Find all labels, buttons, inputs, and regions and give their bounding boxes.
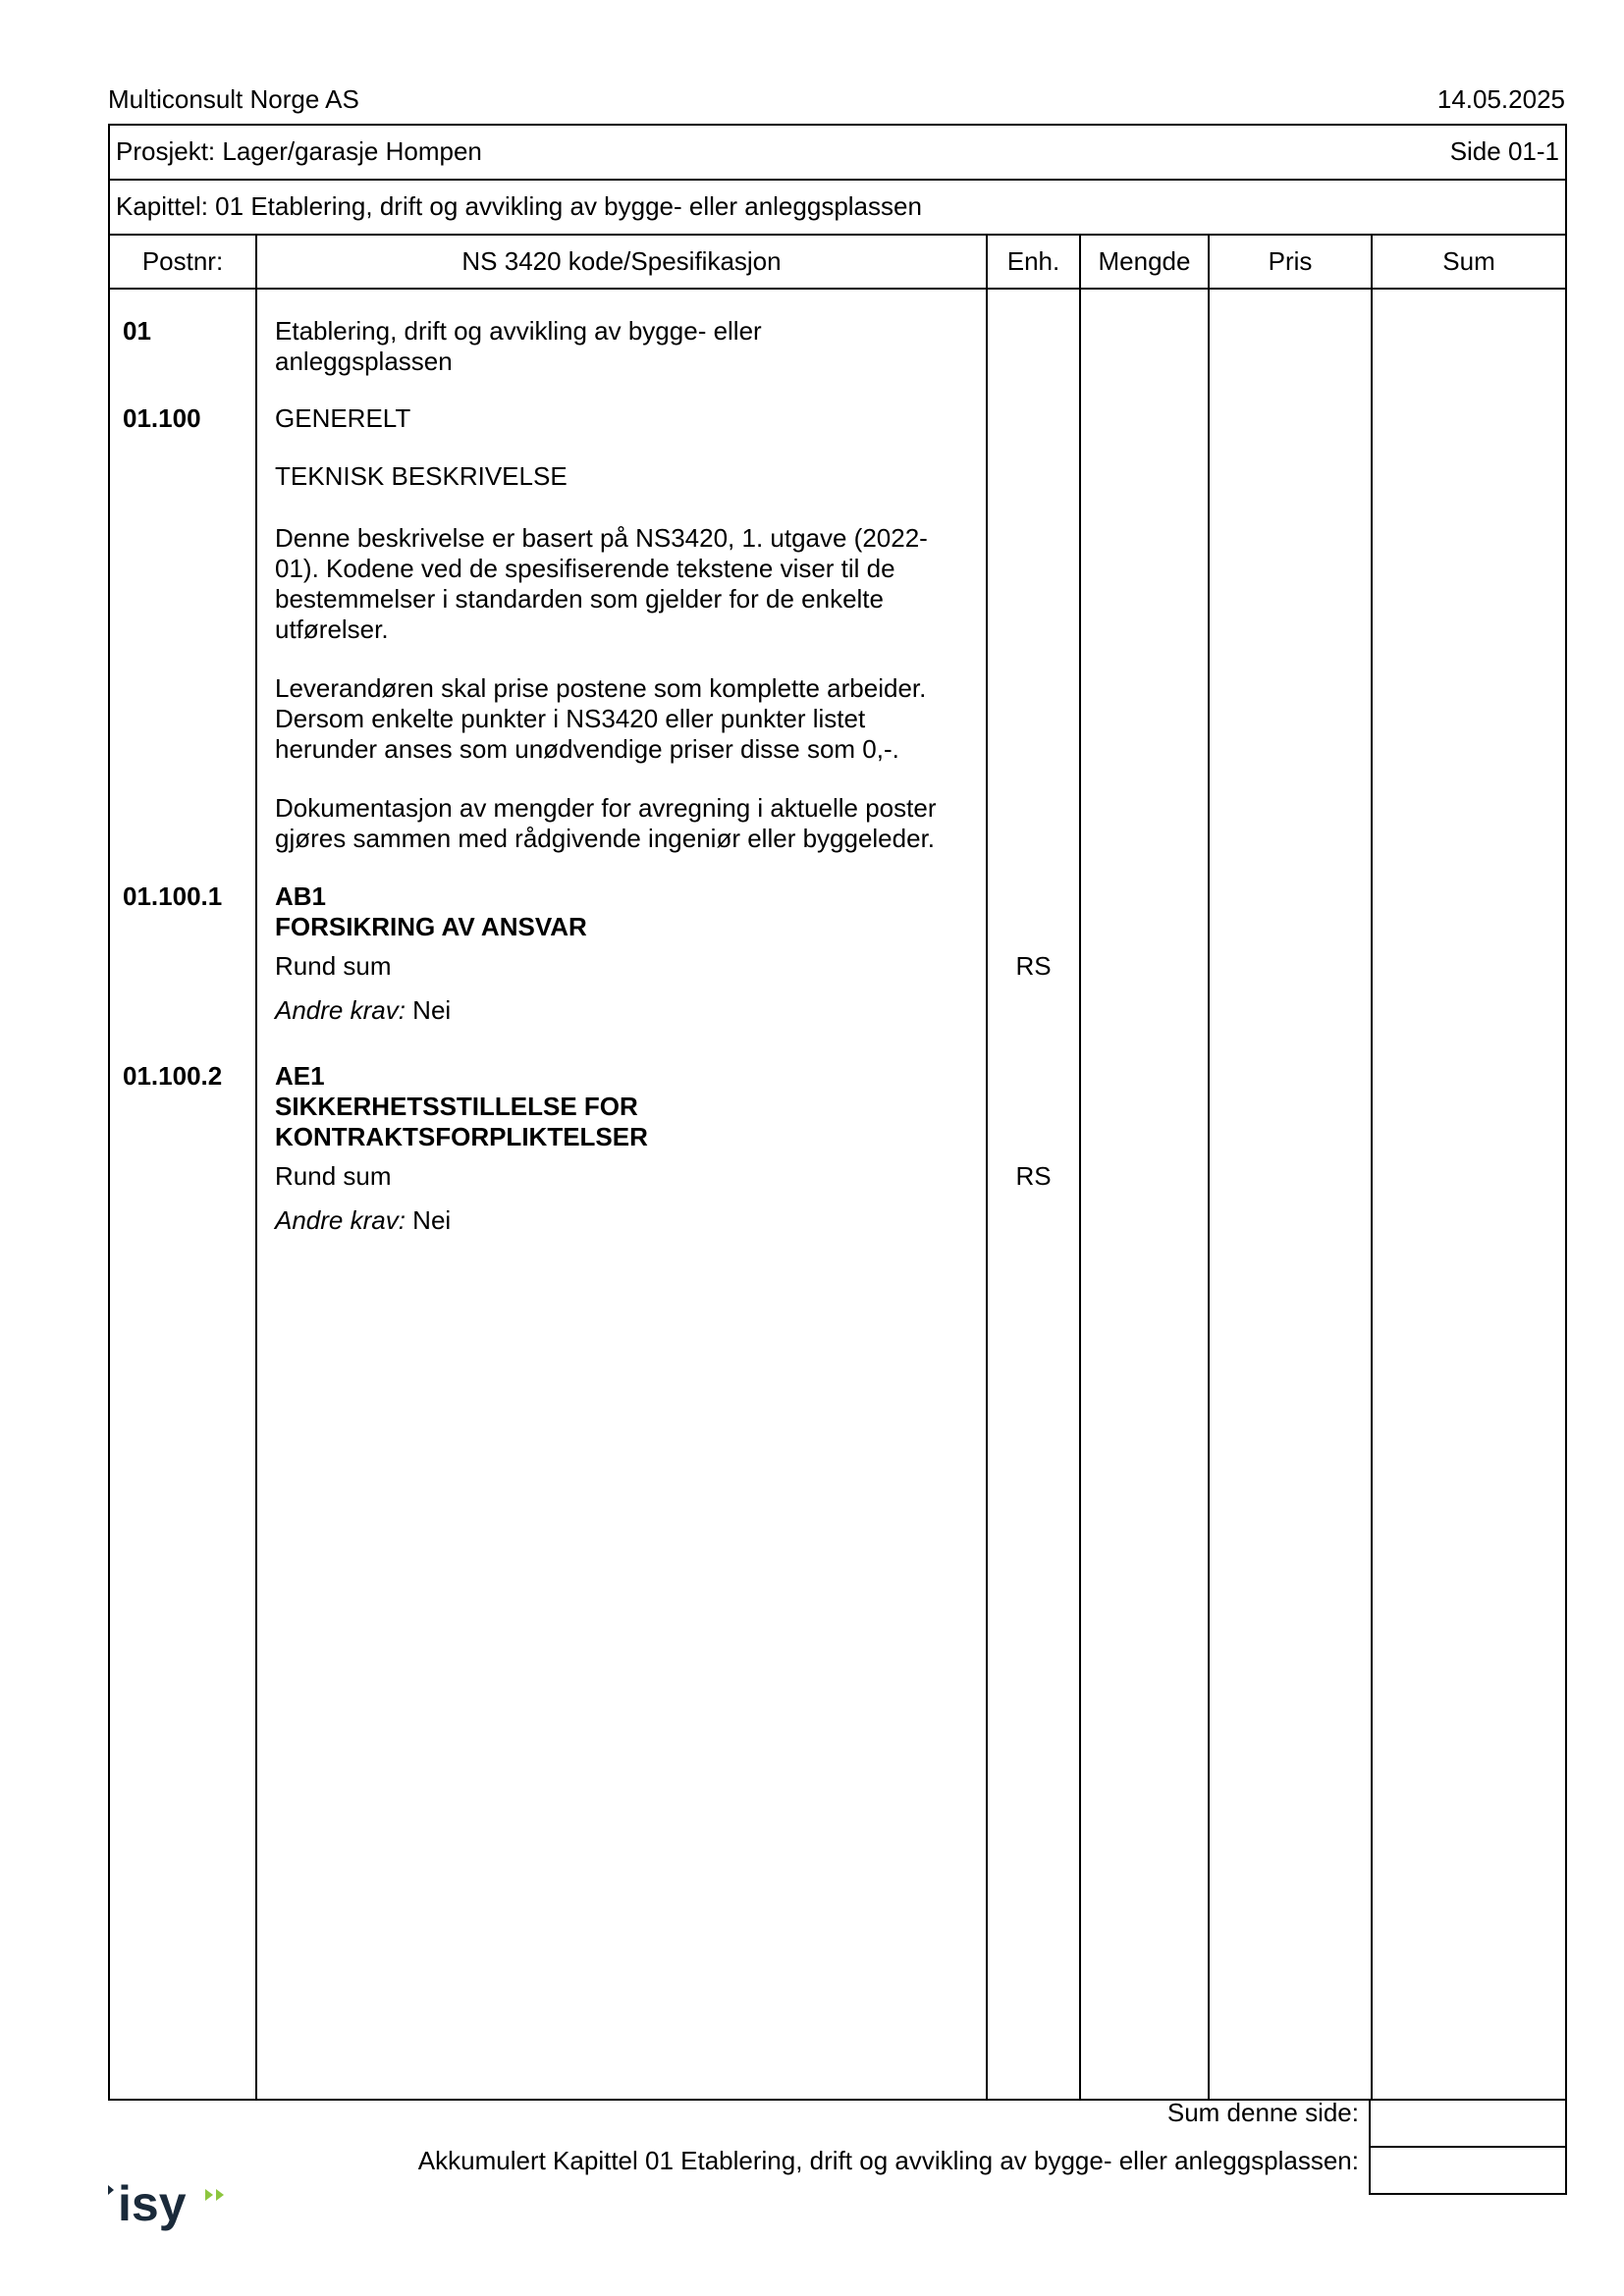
sum-this-page-label: Sum denne side: [1166,2098,1359,2127]
company-name: Multiconsult Norge AS [108,84,359,114]
row-01-100-subtitle: TEKNISK BESKRIVELSE [275,461,568,491]
accumulated-sum-box [1369,2146,1567,2195]
col-divider-qty [1208,234,1210,2101]
row-01-spec-line2: anleggsplassen [275,347,453,376]
requirements-value: Nei [405,995,452,1025]
chapter-title: Kapittel: 01 Etablering, drift og avvikling av bygge- eller anleggsplassen [116,191,922,221]
row-01-100-2-requirements [275,1205,451,1236]
postnr-01-100-2: 01.100.2 [123,1061,223,1091]
postnr-01-100-1: 01.100.1 [123,881,223,911]
isy-logo [106,2177,234,2234]
chapter-row-divider [108,234,1567,236]
row-01-100-1-requirements [275,995,451,1026]
frame-top-line [108,124,1567,126]
page-number: Side 01-1 [1449,136,1559,166]
sum-this-page-box [1369,2099,1567,2148]
column-header-divider [108,288,1567,290]
col-header-qty: Mengde [1098,246,1191,276]
description-paragraph-3-line: Dokumentasjon av mengder for avregning i aktuelle poster [275,793,937,823]
description-paragraph-3-line: gjøres sammen med rådgivende ingeniør eller byggeleder. [275,824,936,853]
row-01-100-1-title: FORSIKRING AV ANSVAR [275,912,587,941]
row-01-100-2-title-line2: KONTRAKTSFORPLIKTELSER [275,1122,648,1151]
col-divider-unit [1079,234,1081,2101]
frame-left-line [108,124,110,2101]
postnr-01: 01 [123,316,151,346]
col-header-unit: Enh. [1006,246,1060,276]
project-row-divider [108,179,1567,181]
description-paragraph-1-line: utførelser. [275,614,389,644]
row-01-100-1-desc: Rund sum [275,951,392,981]
requirements-label: Andre krav: [275,1205,406,1235]
row-01-100-1-unit: RS [1015,951,1052,981]
row-01-100-1-code: AB1 [275,881,327,911]
col-divider-price [1371,234,1373,2101]
row-01-100-2-unit: RS [1015,1161,1052,1191]
description-paragraph-1-line: Denne beskrivelse er basert på NS3420, 1. utgave (2022- [275,523,928,553]
requirements-value: Nei [405,1205,452,1235]
document-date: 14.05.2025 [1436,84,1565,114]
postnr-01-100: 01.100 [123,403,201,433]
project-title: Prosjekt: Lager/garasje Hompen [116,136,482,166]
description-paragraph-2-line: herunder anses som unødvendige priser disse som 0,-. [275,734,899,764]
row-01-100-title: GENERELT [275,403,411,433]
col-header-spec: NS 3420 kode/Spesifikasjon [461,246,782,276]
row-01-100-2-code: AE1 [275,1061,325,1091]
description-paragraph-1-line: 01). Kodene ved de spesifiserende tekstene viser til de [275,554,895,583]
description-paragraph-2-line: Leverandøren skal prise postene som komplette arbeider. [275,673,927,703]
logo-text: isy [118,2177,187,2231]
col-header-price: Pris [1268,246,1313,276]
accumulated-label: Akkumulert Kapittel 01 Etablering, drift og avvikling av bygge- eller anleggsplassen: [417,2146,1359,2175]
description-paragraph-1-line: bestemmelser i standarden som gjelder for de enkelte [275,584,884,614]
frame-right-line [1565,124,1567,2101]
description-paragraph-2-line: Dersom enkelte punkter i NS3420 eller punkter listet [275,704,866,733]
row-01-spec-line1: Etablering, drift og avvikling av bygge- eller [275,316,762,346]
requirements-label: Andre krav: [275,995,406,1025]
col-header-postnr: Postnr: [141,246,224,276]
col-divider-postnr [255,234,257,2101]
row-01-100-2-desc: Rund sum [275,1161,392,1191]
col-header-sum: Sum [1442,246,1495,276]
row-01-100-2-title-line1: SIKKERHETSSTILLELSE FOR [275,1092,638,1121]
